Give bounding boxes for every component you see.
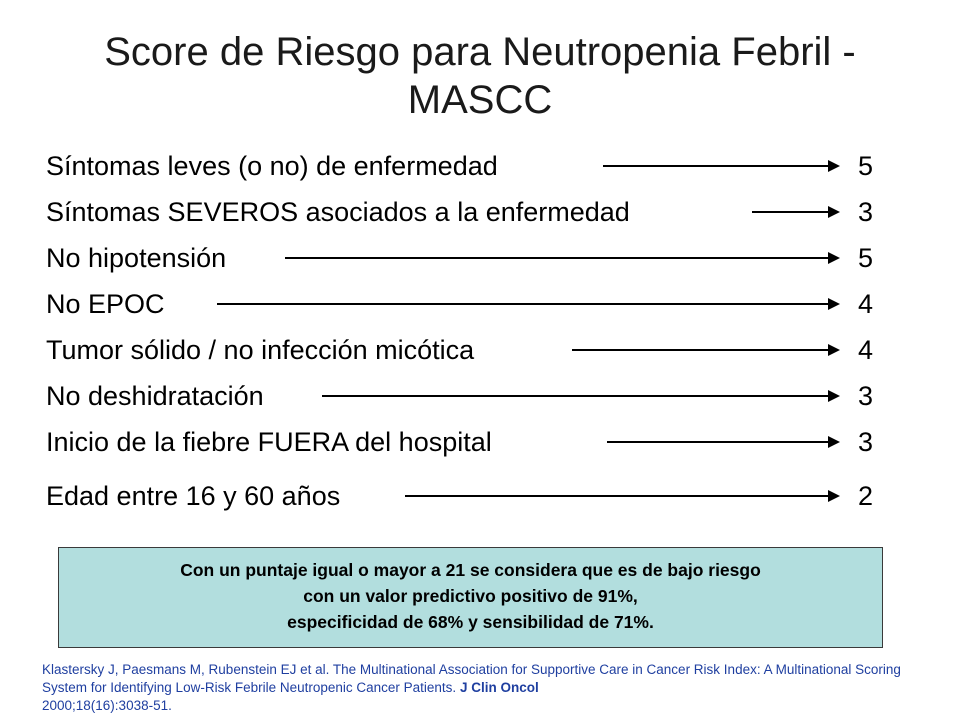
- row-label: No deshidratación: [46, 381, 264, 411]
- arrow-icon: [752, 211, 838, 213]
- score-row: [46, 194, 874, 230]
- arrow-icon: [285, 257, 838, 259]
- row-score: 4: [858, 335, 874, 365]
- note-line-3: especificidad de 68% y sensibilidad de 71%.: [287, 612, 654, 632]
- row-score: 5: [858, 243, 874, 273]
- reference-journal: J Clin Oncol: [459, 680, 539, 695]
- score-row: [46, 424, 874, 460]
- score-row: [46, 240, 874, 276]
- row-score: 4: [858, 289, 874, 319]
- score-row: [46, 332, 874, 368]
- arrow-icon: [217, 303, 838, 305]
- slide-title: Score de Riesgo para Neutropenia Febril - MASCC: [104, 30, 856, 122]
- row-score: 2: [858, 481, 874, 511]
- low-risk-note-box: [58, 547, 883, 648]
- row-label: No hipotensión: [46, 243, 227, 273]
- arrow-icon: [572, 349, 838, 351]
- arrow-icon: [405, 495, 838, 497]
- row-label: Tumor sólido / no infección micótica: [46, 335, 475, 365]
- arrow-icon: [607, 441, 838, 443]
- reference-citation: [42, 661, 922, 715]
- row-score: 3: [858, 197, 874, 227]
- row-label: Síntomas SEVEROS asociados a la enfermedad: [46, 197, 630, 227]
- score-row: [46, 378, 874, 414]
- row-score: 3: [858, 381, 874, 411]
- note-line-2: con un valor predictivo positivo de 91%,: [303, 586, 638, 606]
- arrow-icon: [322, 395, 838, 397]
- score-row: [46, 148, 874, 184]
- note-line-1: Con un puntaje igual o mayor a 21 se considera que es de bajo riesgo: [180, 560, 761, 580]
- reference-details: 2000;18(16):3038-51.: [42, 698, 172, 713]
- reference-text: Klastersky J, Paesmans M, Rubenstein EJ et al. The Multinational Association for Supportive Care in Cancer Risk Index: A Multinational Scoring System for Identifying Low-Risk Febrile Neutropenic Cancer Patients.: [42, 662, 901, 695]
- row-label: Inicio de la fiebre FUERA del hospital: [46, 427, 492, 457]
- arrow-icon: [603, 165, 838, 167]
- score-row: [46, 478, 874, 514]
- row-label: Síntomas leves (o no) de enfermedad: [46, 151, 498, 181]
- row-score: 3: [858, 427, 874, 457]
- row-score: 5: [858, 151, 874, 181]
- score-row: [46, 286, 874, 322]
- row-label: No EPOC: [46, 289, 165, 319]
- row-label: Edad entre 16 y 60 años: [46, 481, 341, 511]
